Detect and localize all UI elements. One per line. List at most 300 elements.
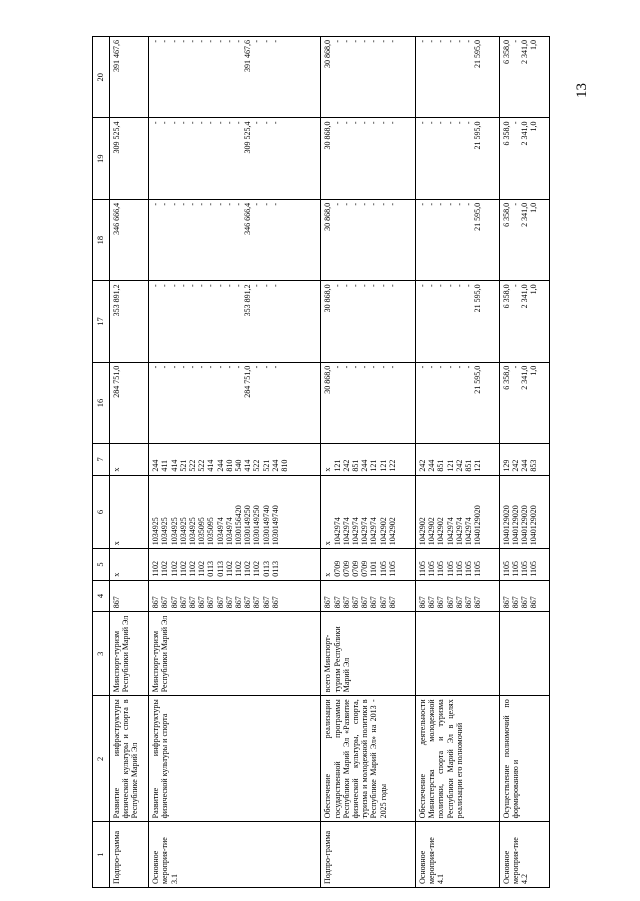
amount-cell bbox=[499, 37, 549, 118]
amount-value: 284 751,0 bbox=[243, 365, 253, 398]
code-value: 1035095 bbox=[206, 517, 216, 546]
row-title-cell: Осуществление полномочий по формированию и bbox=[499, 696, 549, 822]
column-header: 17 bbox=[93, 281, 110, 362]
amount-value: 6 358,0 bbox=[501, 121, 511, 146]
code-value: 521 bbox=[178, 459, 188, 472]
amount-value: - bbox=[369, 365, 379, 369]
code-value: 867 bbox=[323, 596, 333, 609]
responsible-cell bbox=[499, 612, 549, 696]
row-type-cell: Подпро-грамма bbox=[110, 822, 149, 888]
code-value: 414 bbox=[169, 459, 179, 472]
amount-value: 21 595,0 bbox=[473, 284, 483, 313]
amount-cell bbox=[499, 118, 549, 199]
amount-value: 1,0 bbox=[529, 40, 539, 50]
code-value: 867 bbox=[510, 596, 520, 609]
amount-value: 6 358,0 bbox=[501, 202, 511, 227]
amount-value: - bbox=[360, 121, 370, 125]
code-value: 1030149250 bbox=[252, 505, 262, 546]
code-cell bbox=[321, 549, 416, 581]
code-value: 244 bbox=[270, 459, 280, 472]
code-value: 1101 bbox=[369, 561, 379, 577]
amount-value: 346 666,4 bbox=[112, 202, 121, 235]
amount-value: 6 358,0 bbox=[501, 365, 511, 390]
amount-value: - bbox=[510, 40, 520, 43]
code-value: 867 bbox=[454, 596, 464, 609]
amount-cell bbox=[321, 362, 416, 443]
amount-value: 2 341,0 bbox=[520, 202, 529, 227]
code-value: 867 bbox=[224, 596, 234, 609]
amount-value: - bbox=[454, 365, 464, 369]
code-value: 1102 bbox=[252, 561, 262, 577]
amount-value: - bbox=[378, 365, 388, 369]
row-type-cell: Основное мероприя-тие 4.2 bbox=[499, 822, 549, 888]
amount-value: - bbox=[270, 202, 280, 206]
code-value: 121 bbox=[473, 459, 483, 472]
amount-cell bbox=[321, 281, 416, 362]
code-value: 867 bbox=[197, 596, 207, 609]
code-value: 1105 bbox=[427, 561, 437, 577]
code-value: 540 bbox=[233, 459, 243, 472]
amount-value: - bbox=[436, 121, 446, 125]
code-value: 867 bbox=[520, 596, 529, 609]
code-value: 1042974 bbox=[454, 517, 464, 546]
amount-cell bbox=[321, 37, 416, 118]
table-row bbox=[499, 37, 549, 888]
code-value: 1030149250 bbox=[243, 505, 253, 546]
code-value: 244 bbox=[360, 459, 370, 472]
code-value: 1105 bbox=[378, 561, 388, 577]
amount-value: - bbox=[215, 202, 225, 206]
amount-value: - bbox=[169, 40, 179, 43]
responsible-cell: Минспорт-туризм Республики Марий Эл bbox=[110, 612, 149, 696]
code-value: x bbox=[112, 572, 121, 577]
code-cell bbox=[416, 444, 500, 476]
column-header: 7 bbox=[93, 444, 110, 476]
code-value: 0709 bbox=[332, 560, 342, 577]
column-header: 2 bbox=[93, 696, 110, 822]
amount-value: - bbox=[445, 121, 455, 125]
code-value: 1042902 bbox=[427, 517, 437, 546]
amount-value: - bbox=[270, 121, 280, 125]
code-value: 867 bbox=[369, 596, 379, 609]
amount-value: - bbox=[206, 40, 216, 43]
amount-value: - bbox=[369, 121, 379, 125]
amount-value: - bbox=[261, 365, 271, 369]
code-value: 1105 bbox=[436, 561, 446, 577]
row-title-cell: Развитие инфраструктуры физической культуры и спорта bbox=[149, 696, 321, 822]
code-value: 1040129020 bbox=[473, 505, 483, 546]
amount-value: - bbox=[151, 284, 161, 287]
code-value: 1042974 bbox=[464, 517, 473, 546]
amount-value: 391 467,6 bbox=[243, 40, 253, 72]
code-value: 867 bbox=[332, 596, 342, 609]
code-value: x bbox=[112, 467, 121, 472]
amount-value: - bbox=[252, 40, 262, 43]
code-value: 867 bbox=[261, 596, 271, 609]
amount-value: - bbox=[197, 121, 207, 125]
amount-cell bbox=[110, 37, 149, 118]
amount-cell bbox=[416, 37, 500, 118]
code-cell bbox=[499, 444, 549, 476]
amount-value: 284 751,0 bbox=[112, 365, 121, 398]
amount-value: - bbox=[436, 202, 446, 206]
code-value: 851 bbox=[464, 459, 473, 472]
code-value: 867 bbox=[464, 596, 473, 609]
code-cell bbox=[416, 475, 500, 549]
amount-value: - bbox=[454, 121, 464, 125]
amount-value: - bbox=[427, 202, 437, 206]
responsible-cell: Минспорт-туризм Республики Марий Эл bbox=[149, 612, 321, 696]
code-value: 1105 bbox=[418, 561, 428, 577]
code-cell bbox=[499, 580, 549, 612]
code-value: 867 bbox=[378, 596, 388, 609]
code-value: 414 bbox=[206, 459, 216, 472]
code-value: 521 bbox=[261, 459, 271, 472]
amount-value: - bbox=[261, 202, 271, 206]
amount-value: - bbox=[454, 40, 464, 43]
code-value: 1034925 bbox=[160, 517, 170, 546]
amount-value: - bbox=[252, 284, 262, 287]
amount-value: - bbox=[160, 284, 170, 287]
code-value: 851 bbox=[350, 459, 360, 472]
code-value: 1105 bbox=[454, 561, 464, 577]
row-type-cell: Подпро-грамма bbox=[321, 822, 416, 888]
column-header: 20 bbox=[93, 37, 110, 118]
code-value: 1102 bbox=[169, 561, 179, 577]
amount-value: - bbox=[341, 40, 351, 43]
amount-value: 30 868,0 bbox=[323, 202, 333, 231]
amount-value: 21 595,0 bbox=[473, 202, 483, 231]
amount-value: 6 358,0 bbox=[501, 284, 511, 309]
column-header: 18 bbox=[93, 199, 110, 280]
amount-value: 346 666,4 bbox=[243, 202, 253, 235]
code-value: 867 bbox=[418, 596, 428, 609]
amount-cell bbox=[416, 199, 500, 280]
amount-value: - bbox=[206, 202, 216, 206]
code-value: 867 bbox=[501, 596, 511, 609]
row-type-cell: Основное мероприя-тие 3.1 bbox=[149, 822, 321, 888]
amount-value: 1,0 bbox=[529, 284, 539, 295]
code-value: 1040129020 bbox=[529, 505, 539, 546]
column-header: 5 bbox=[93, 549, 110, 581]
code-cell bbox=[499, 475, 549, 549]
amount-value: - bbox=[178, 40, 188, 43]
amount-value: - bbox=[454, 202, 464, 206]
row-title-cell: Обеспечение реализации государственной программы Республики Марий Эл «Развитие физической культуры, спорта, туризма и молодежной политики в Республике Марий Эл» на 2013 - 2025 годы bbox=[321, 696, 416, 822]
code-cell bbox=[110, 580, 149, 612]
amount-value: - bbox=[215, 284, 225, 287]
code-cell bbox=[321, 444, 416, 476]
code-value: 0113 bbox=[270, 561, 280, 577]
amount-value: - bbox=[224, 40, 234, 43]
amount-value: 2 341,0 bbox=[520, 284, 529, 309]
code-value: 1042974 bbox=[445, 517, 455, 546]
amount-value: - bbox=[387, 202, 397, 206]
amount-cell bbox=[149, 37, 321, 118]
code-value: 0113 bbox=[215, 561, 225, 577]
amount-value: - bbox=[206, 284, 216, 287]
amount-value: - bbox=[233, 365, 243, 369]
code-value: 867 bbox=[151, 596, 161, 609]
amount-cell bbox=[149, 281, 321, 362]
code-value: 867 bbox=[350, 596, 360, 609]
amount-value: - bbox=[341, 121, 351, 125]
table-row bbox=[321, 37, 416, 888]
amount-value: - bbox=[350, 40, 360, 43]
amount-value: - bbox=[160, 40, 170, 43]
code-value: 1035095 bbox=[197, 517, 207, 546]
code-value: 867 bbox=[252, 596, 262, 609]
amount-value: - bbox=[436, 284, 446, 287]
amount-cell bbox=[149, 199, 321, 280]
amount-value: - bbox=[350, 121, 360, 125]
code-value: 522 bbox=[197, 459, 207, 472]
code-cell bbox=[110, 475, 149, 549]
amount-value: - bbox=[464, 202, 473, 206]
amount-cell bbox=[499, 362, 549, 443]
code-value: 1042902 bbox=[418, 517, 428, 546]
amount-value: - bbox=[178, 365, 188, 369]
amount-value: 21 595,0 bbox=[473, 40, 483, 68]
code-cell bbox=[149, 475, 321, 549]
amount-value: - bbox=[350, 365, 360, 369]
row-title-cell: Обеспечение деятельности Министерства молодежной политики, спорта и туризма Республики Марий Эл в целях реализации его полномочий bbox=[416, 696, 500, 822]
amount-value: - bbox=[169, 365, 179, 369]
code-value: 522 bbox=[252, 459, 262, 472]
code-value: 242 bbox=[341, 459, 351, 472]
amount-value: - bbox=[160, 365, 170, 369]
amount-value: - bbox=[369, 284, 379, 287]
amount-value: 309 525,4 bbox=[112, 121, 121, 154]
amount-value: - bbox=[360, 202, 370, 206]
amount-value: - bbox=[510, 365, 520, 369]
amount-value: - bbox=[418, 284, 428, 287]
amount-value: - bbox=[387, 284, 397, 287]
code-value: 1034974 bbox=[224, 517, 234, 546]
code-value: 1105 bbox=[473, 561, 483, 577]
code-cell bbox=[149, 444, 321, 476]
amount-value: - bbox=[215, 121, 225, 125]
code-value: 1042974 bbox=[369, 517, 379, 546]
code-value: x bbox=[112, 541, 121, 546]
amount-cell bbox=[321, 199, 416, 280]
code-value: 121 bbox=[332, 459, 342, 472]
code-value: 867 bbox=[473, 596, 483, 609]
code-value: x bbox=[323, 572, 333, 577]
amount-cell bbox=[321, 118, 416, 199]
amount-value: - bbox=[510, 121, 520, 125]
header-row bbox=[93, 37, 110, 888]
amount-value: - bbox=[233, 202, 243, 206]
column-header: 1 bbox=[93, 822, 110, 888]
amount-value: - bbox=[418, 202, 428, 206]
code-value: x bbox=[323, 467, 333, 472]
code-value: 1105 bbox=[445, 561, 455, 577]
amount-value: - bbox=[178, 121, 188, 125]
code-value: 121 bbox=[445, 459, 455, 472]
column-header: 6 bbox=[93, 475, 110, 549]
page-number: 13 bbox=[574, 83, 590, 98]
amount-value: - bbox=[188, 284, 197, 287]
amount-value: - bbox=[224, 121, 234, 125]
amount-cell bbox=[416, 362, 500, 443]
amount-value: - bbox=[252, 202, 262, 206]
amount-value: - bbox=[197, 202, 207, 206]
amount-value: 30 868,0 bbox=[323, 365, 333, 394]
amount-value: 1,0 bbox=[529, 202, 539, 213]
amount-value: - bbox=[233, 121, 243, 125]
amount-value: - bbox=[360, 40, 370, 43]
amount-value: - bbox=[427, 40, 437, 43]
code-value: 411 bbox=[160, 459, 170, 472]
code-value: 1042974 bbox=[360, 517, 370, 546]
code-value: 121 bbox=[378, 459, 388, 472]
amount-value: 353 891,2 bbox=[112, 284, 121, 317]
amount-value: - bbox=[197, 40, 207, 43]
code-value: 129 bbox=[501, 459, 511, 472]
amount-cell bbox=[499, 281, 549, 362]
amount-value: 2 341,0 bbox=[520, 365, 529, 390]
amount-value: - bbox=[261, 40, 271, 43]
column-header: 16 bbox=[93, 362, 110, 443]
code-value: 1105 bbox=[520, 561, 529, 577]
amount-value: - bbox=[464, 40, 473, 43]
code-value: 1042902 bbox=[436, 517, 446, 546]
amount-value: 21 595,0 bbox=[473, 365, 483, 394]
code-value: 867 bbox=[360, 596, 370, 609]
amount-value: - bbox=[169, 121, 179, 125]
amount-value: 391 467,6 bbox=[112, 40, 121, 72]
amount-value: - bbox=[387, 121, 397, 125]
code-value: 1042902 bbox=[387, 517, 397, 546]
column-header: 19 bbox=[93, 118, 110, 199]
amount-value: - bbox=[261, 284, 271, 287]
code-value: 1102 bbox=[197, 561, 207, 577]
code-value: 867 bbox=[341, 596, 351, 609]
code-value: 1105 bbox=[464, 561, 473, 577]
amount-value: - bbox=[233, 284, 243, 287]
responsible-cell bbox=[416, 612, 500, 696]
amount-value: - bbox=[261, 121, 271, 125]
code-value: 867 bbox=[427, 596, 437, 609]
amount-value: - bbox=[178, 202, 188, 206]
amount-cell bbox=[149, 362, 321, 443]
code-value: 0709 bbox=[360, 560, 370, 577]
amount-value: - bbox=[270, 284, 280, 287]
code-value: 1040129020 bbox=[510, 505, 520, 546]
column-header: 3 bbox=[93, 612, 110, 696]
amount-value: - bbox=[188, 365, 197, 369]
amount-value: - bbox=[436, 40, 446, 43]
code-value: 414 bbox=[243, 459, 253, 472]
amount-value: 30 868,0 bbox=[323, 121, 333, 150]
amount-value: - bbox=[510, 284, 520, 287]
amount-value: - bbox=[418, 40, 428, 43]
code-value: 867 bbox=[529, 596, 539, 609]
code-value: 244 bbox=[215, 459, 225, 472]
amount-value: - bbox=[445, 284, 455, 287]
code-value: 1030156420 bbox=[233, 505, 243, 546]
amount-value: - bbox=[369, 202, 379, 206]
amount-value: - bbox=[215, 365, 225, 369]
amount-value: - bbox=[197, 365, 207, 369]
amount-value: 2 341,0 bbox=[520, 121, 529, 146]
amount-value: - bbox=[188, 121, 197, 125]
amount-value: - bbox=[464, 284, 473, 287]
code-value: 867 bbox=[178, 596, 188, 609]
row-type-cell: Основное мероприя-тие 4.1 bbox=[416, 822, 500, 888]
amount-value: - bbox=[436, 365, 446, 369]
code-cell bbox=[149, 580, 321, 612]
amount-value: - bbox=[350, 202, 360, 206]
amount-value: - bbox=[510, 202, 520, 206]
row-title-cell: Развитие инфраструктуры физической культуры и спорта в Республике Марий Эл bbox=[110, 696, 149, 822]
amount-value: 30 868,0 bbox=[323, 40, 333, 68]
code-value: 867 bbox=[160, 596, 170, 609]
code-cell bbox=[110, 549, 149, 581]
amount-value: - bbox=[378, 40, 388, 43]
code-value: 867 bbox=[206, 596, 216, 609]
amount-value: - bbox=[378, 202, 388, 206]
amount-value: - bbox=[387, 365, 397, 369]
amount-value: - bbox=[360, 284, 370, 287]
code-value: 810 bbox=[224, 459, 234, 472]
amount-value: - bbox=[188, 40, 197, 43]
amount-value: - bbox=[341, 365, 351, 369]
amount-value: - bbox=[151, 121, 161, 125]
amount-value: - bbox=[360, 365, 370, 369]
amount-value: - bbox=[341, 284, 351, 287]
amount-cell bbox=[110, 118, 149, 199]
amount-value: - bbox=[427, 284, 437, 287]
code-value: 867 bbox=[112, 596, 121, 609]
code-value: 1030149740 bbox=[261, 505, 271, 546]
code-value: 1034925 bbox=[188, 517, 197, 546]
amount-value: - bbox=[445, 40, 455, 43]
code-value: 1034925 bbox=[151, 517, 161, 546]
amount-value: - bbox=[332, 365, 342, 369]
amount-cell bbox=[110, 199, 149, 280]
code-value: 1102 bbox=[160, 561, 170, 577]
code-value: 867 bbox=[243, 596, 253, 609]
amount-value: - bbox=[445, 365, 455, 369]
code-value: 242 bbox=[510, 459, 520, 472]
amount-value: 21 595,0 bbox=[473, 121, 483, 150]
code-value: 867 bbox=[188, 596, 197, 609]
code-value: 122 bbox=[387, 459, 397, 472]
code-cell bbox=[321, 475, 416, 549]
amount-value: - bbox=[151, 202, 161, 206]
code-value: 1102 bbox=[188, 561, 197, 577]
code-value: 242 bbox=[454, 459, 464, 472]
amount-value: - bbox=[252, 121, 262, 125]
code-value: 1105 bbox=[529, 561, 539, 577]
amount-value: - bbox=[215, 40, 225, 43]
code-value: x bbox=[323, 541, 333, 546]
code-value: 867 bbox=[445, 596, 455, 609]
amount-value: - bbox=[270, 365, 280, 369]
code-value: 244 bbox=[151, 459, 161, 472]
code-value: 0709 bbox=[341, 560, 351, 577]
code-value: 242 bbox=[418, 459, 428, 472]
amount-value: - bbox=[206, 365, 216, 369]
amount-value: - bbox=[169, 202, 179, 206]
amount-value: - bbox=[270, 40, 280, 43]
table-row bbox=[149, 37, 321, 888]
code-value: 1034974 bbox=[215, 517, 225, 546]
amount-value: - bbox=[197, 284, 207, 287]
amount-value: - bbox=[464, 121, 473, 125]
